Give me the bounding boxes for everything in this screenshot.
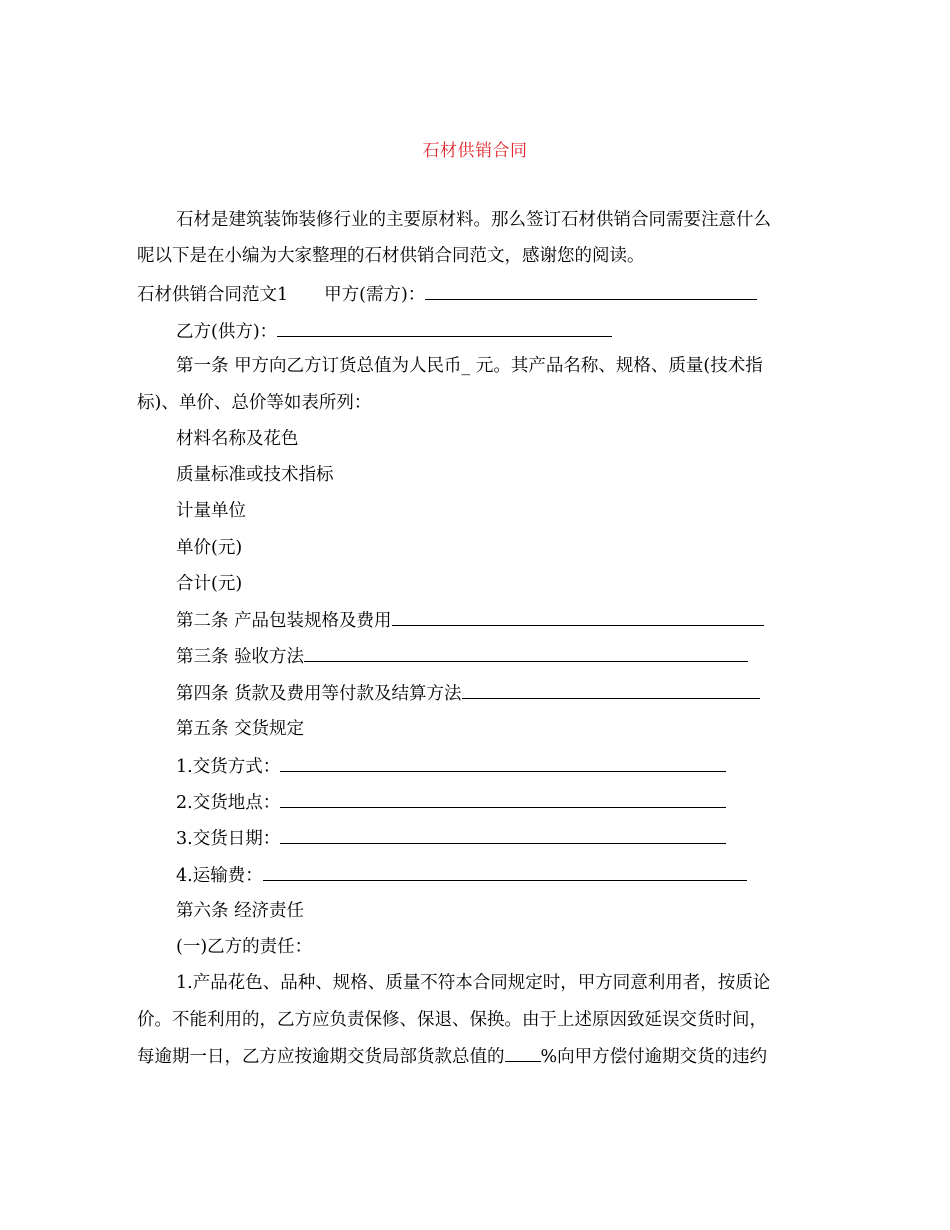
article-4-blank: [462, 682, 760, 699]
article-4-label: 第四条 货款及费用等付款及结算方法: [176, 684, 462, 704]
delivery-date-label: 3.交货日期：: [176, 829, 281, 849]
delivery-place-blank: [280, 791, 726, 808]
penalty-rate-blank: [505, 1045, 541, 1062]
article-5-heading: 第五条 交货规定: [176, 719, 305, 739]
party-a-blank: [425, 283, 757, 300]
party-a-label: 甲方(需方)：: [324, 285, 426, 305]
table-item: 计量单位: [176, 501, 246, 521]
duty-1-line-3-post: %向甲方偿付逾期交货的违约: [540, 1047, 768, 1067]
article-2-row: [176, 609, 764, 632]
sample-heading-row: [137, 283, 757, 306]
table-item: 材料名称及花色: [176, 429, 299, 449]
party-b-blank: [277, 320, 612, 337]
transport-fee-blank: [263, 864, 747, 881]
article-1-line-2: 标)、单价、总价等如表所列：: [137, 393, 372, 413]
delivery-method-blank: [280, 755, 726, 772]
party-b-label: 乙方(供方)：: [176, 322, 278, 342]
duty-1-line-3-pre: 每逾期一日，乙方应按逾期交货局部货款总值的: [137, 1047, 505, 1067]
party-b-row: [176, 320, 612, 343]
delivery-place-row: [176, 791, 726, 814]
article-2-label: 第二条 产品包装规格及费用: [176, 611, 392, 631]
party-b-duty-heading: (一)乙方的责任：: [176, 937, 313, 957]
article-1-line-1: 第一条 甲方向乙方订货总值为人民币_ 元。其产品名称、规格、质量(技术指: [176, 356, 763, 376]
article-6-heading: 第六条 经济责任: [176, 901, 305, 921]
transport-fee-label: 4.运输费：: [176, 866, 263, 886]
delivery-method-row: [176, 755, 726, 778]
table-item: 合计(元): [176, 574, 243, 594]
duty-1-line-1: 1.产品花色、品种、规格、质量不符本合同规定时，甲方同意利用者，按质论: [176, 973, 771, 993]
transport-fee-row: [176, 864, 747, 887]
article-2-blank: [392, 609, 764, 626]
article-4-row: [176, 682, 760, 705]
article-3-blank: [304, 645, 748, 662]
delivery-place-label: 2.交货地点：: [176, 793, 281, 813]
duty-1-line-2: 价。不能利用的，乙方应负责保修、保退、保换。由于上述原因致延误交货时间，: [137, 1010, 767, 1030]
intro-paragraph-line-1: 石材是建筑装饰装修行业的主要原材料。那么签订石材供销合同需要注意什么: [176, 210, 771, 230]
sample-heading: 石材供销合同范文1: [137, 285, 289, 305]
table-item: 单价(元): [176, 538, 243, 558]
duty-1-line-3: [137, 1045, 767, 1068]
article-3-label: 第三条 验收方法: [176, 647, 305, 667]
intro-paragraph-line-2: 呢以下是在小编为大家整理的石材供销合同范文，感谢您的阅读。: [137, 246, 645, 266]
article-3-row: [176, 645, 748, 668]
table-item: 质量标准或技术指标: [176, 465, 334, 485]
document-title: 石材供销合同: [422, 141, 528, 161]
delivery-date-row: [176, 827, 726, 850]
delivery-method-label: 1.交货方式：: [176, 757, 281, 777]
delivery-date-blank: [280, 827, 726, 844]
